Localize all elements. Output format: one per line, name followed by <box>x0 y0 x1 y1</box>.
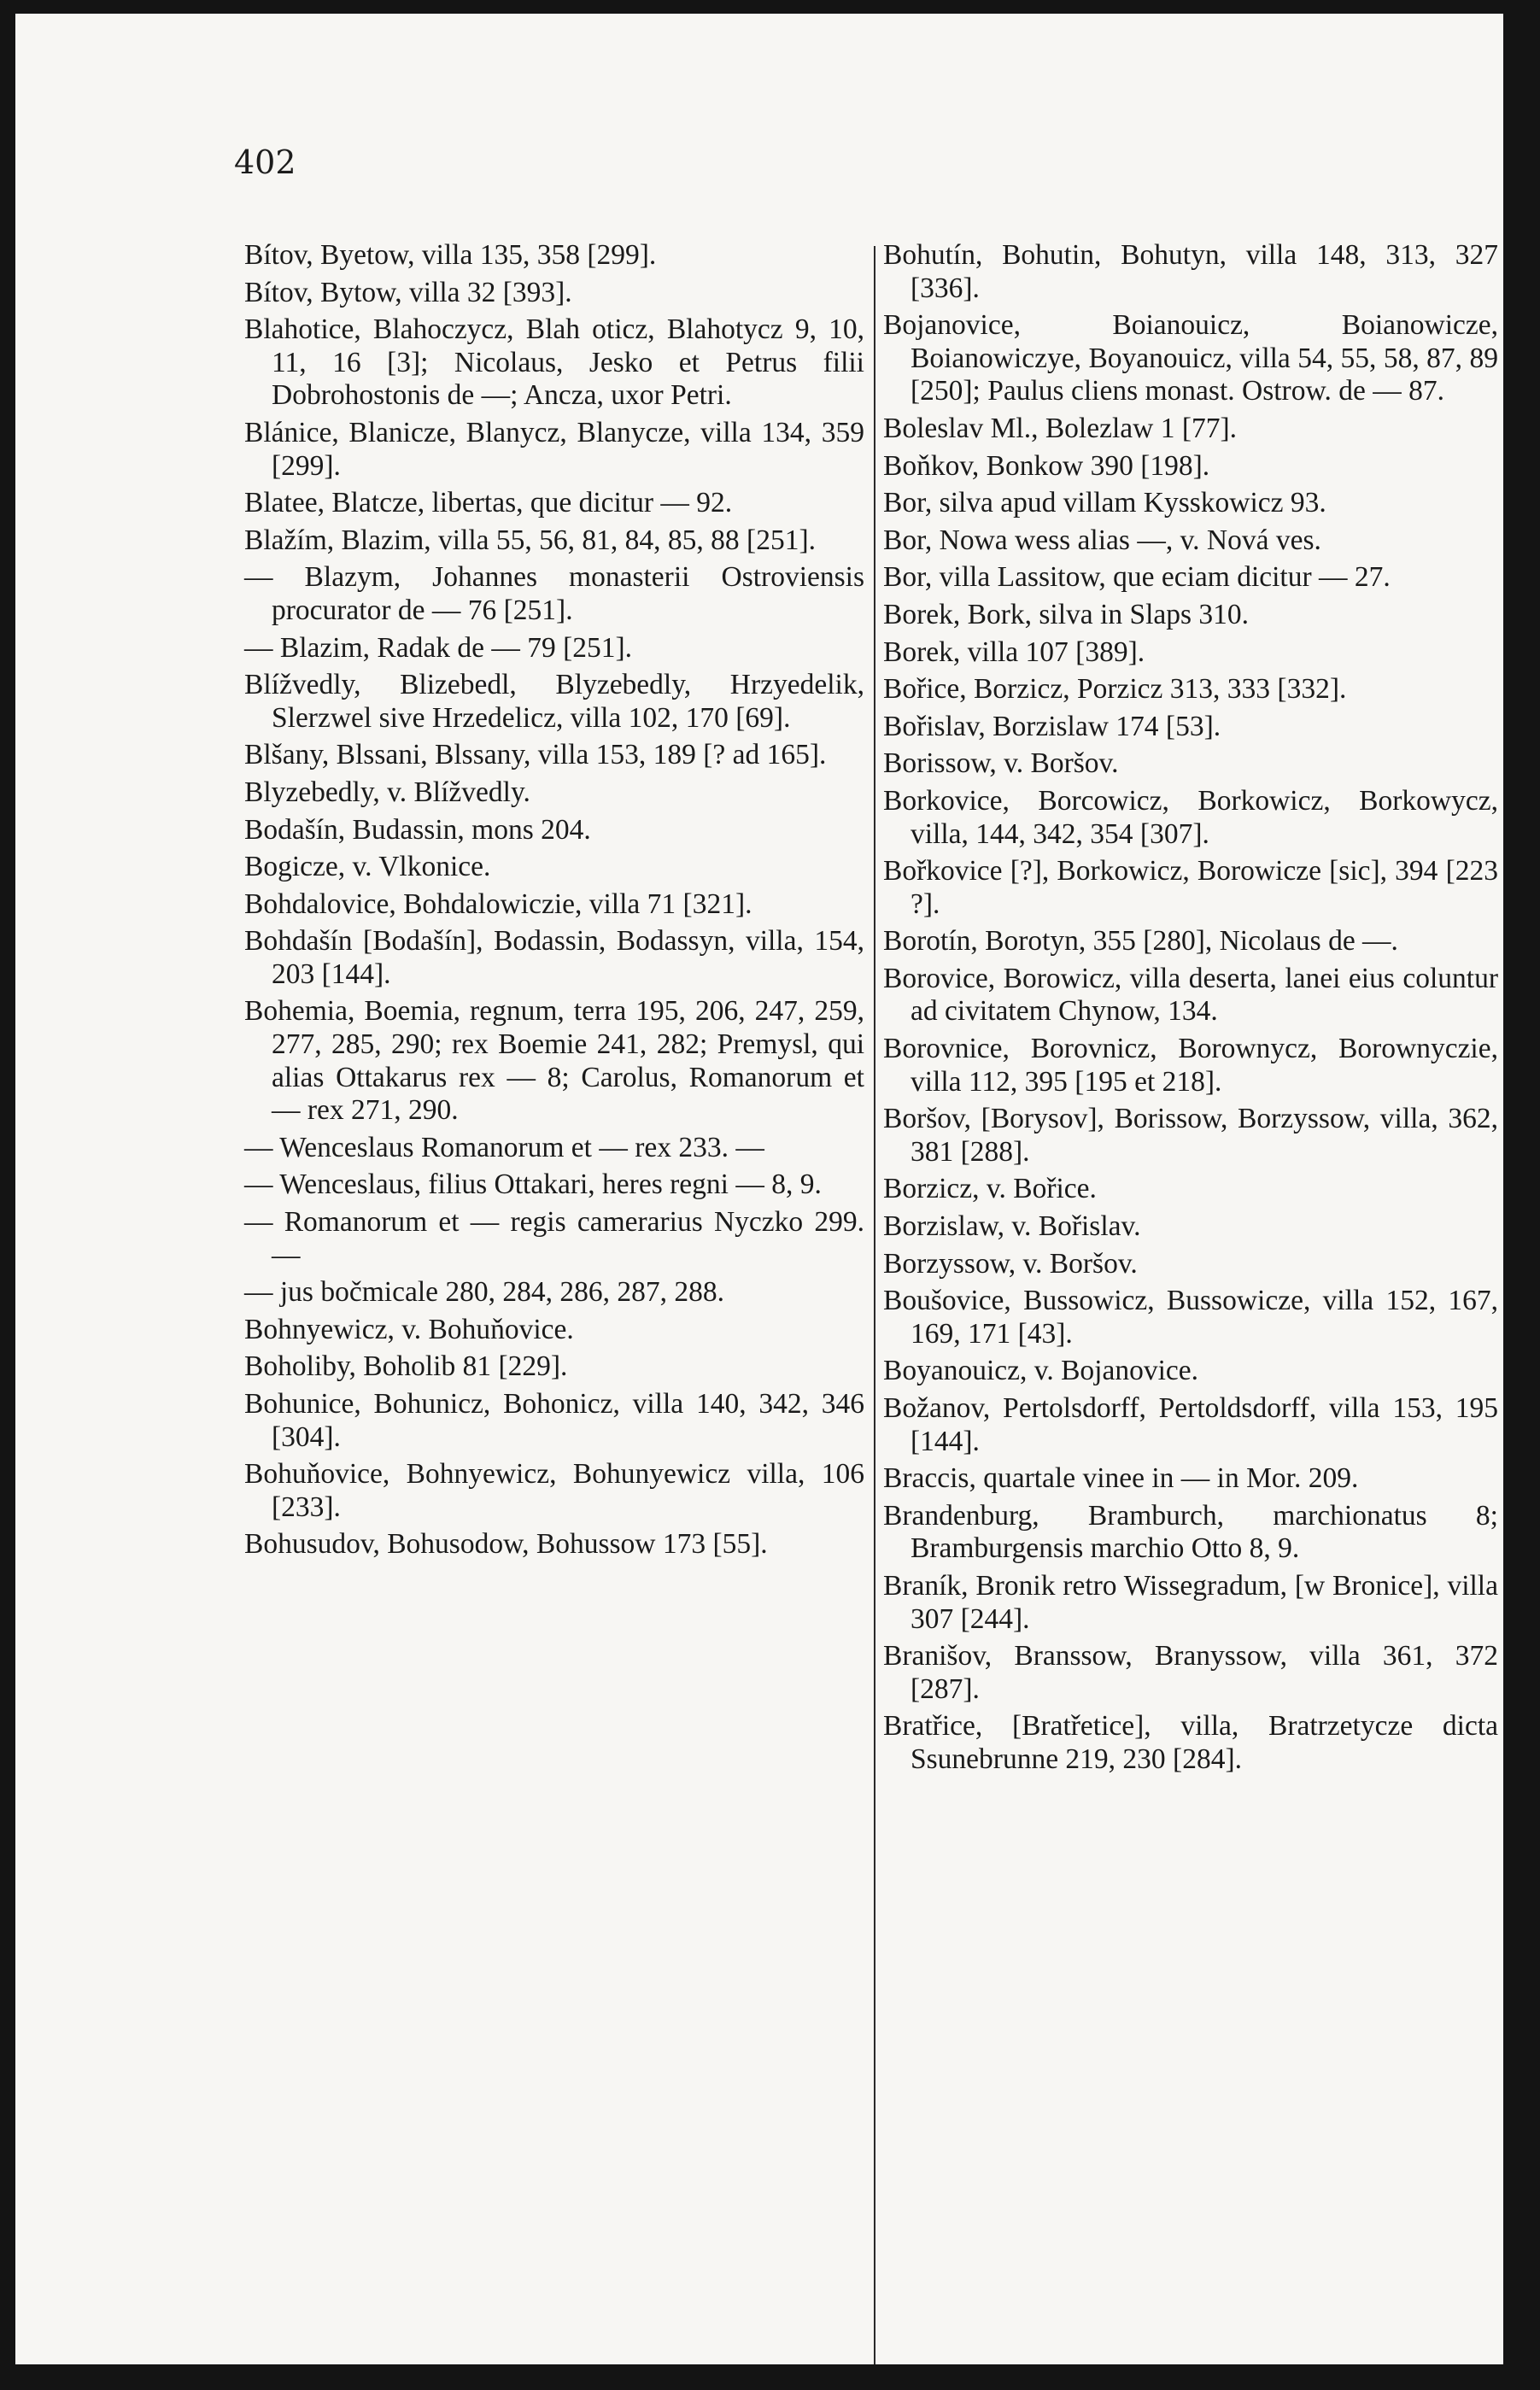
index-entry: Bohusudov, Bohusodow, Bohussow 173 [55]. <box>244 1528 768 1561</box>
index-entry: Bodašín, Budassin, mons 204. <box>244 813 591 846</box>
index-entry: Borotín, Borotyn, 355 [280], Nicolaus de —. <box>883 925 1398 958</box>
index-entry: Boušovice, Bussowicz, Bussowicze, villa 152, 167, 169, 171 [43]. <box>883 1285 1498 1350</box>
index-entry: Bor, Nowa wess alias —, v. Nová ves. <box>883 524 1321 556</box>
index-entry: Bohunice, Bohunicz, Bohonicz, villa 140, 342, 346 [304]. <box>244 1388 864 1453</box>
index-entry: Bořice, Borzicz, Porzicz 313, 333 [332]. <box>883 673 1347 706</box>
index-entry: Bohdalovice, Bohdalowiczie, villa 71 [321]. <box>244 887 752 920</box>
index-entry: Bohemia, Boemia, regnum, terra 195, 206, 247, 259, 277, 285, 290; rex Boemie 241, 282; Premysl, qui alias Ottakarus rex — 8; Carolus, Romanorum et — rex 271, 290. <box>244 995 864 1127</box>
book-page <box>15 14 1503 2364</box>
index-entry: Borkovice, Borcowicz, Borkowicz, Borkowycz, villa, 144, 342, 354 [307]. <box>883 784 1498 850</box>
index-entry: Borzicz, v. Bořice. <box>883 1173 1097 1205</box>
index-entry: Borovice, Borowicz, villa deserta, lanei eius coluntur ad civitatem Chynow, 134. <box>883 962 1498 1028</box>
index-entry: Bítov, Bytow, villa 32 [393]. <box>244 276 572 308</box>
index-entry: Božanov, Pertolsdorff, Pertoldsdorff, villa 153, 195 [144]. <box>883 1392 1498 1457</box>
index-entry: Boholiby, Boholib 81 [229]. <box>244 1350 568 1383</box>
index-entry: Blyzebedly, v. Blížvedly. <box>244 776 530 808</box>
index-entry: Boyanouicz, v. Bojanovice. <box>883 1355 1199 1387</box>
index-entry: — Wenceslaus, filius Ottakari, heres regni — 8, 9. <box>244 1169 822 1201</box>
index-entry: Borek, Bork, silva in Slaps 310. <box>883 598 1250 630</box>
index-entry: Borek, villa 107 [389]. <box>883 636 1145 668</box>
index-entry: — Wenceslaus Romanorum et — rex 233. — <box>244 1131 764 1163</box>
index-entry: — Romanorum et — regis camerarius Nyczko 299. — <box>244 1206 864 1271</box>
index-column-left <box>244 239 864 1566</box>
index-entry: Braník, Bronik retro Wissegradum, [w Bronice], villa 307 [244]. <box>883 1569 1498 1635</box>
index-entry: Bor, silva apud villam Kysskowicz 93. <box>883 487 1326 519</box>
index-column-right <box>883 239 1498 1781</box>
index-entry: Borovnice, Borovnicz, Borownycz, Borownyczie, villa 112, 395 [195 et 218]. <box>883 1033 1498 1098</box>
index-entry: Blšany, Blssani, Blssany, villa 153, 189 [? ad 165]. <box>244 739 827 771</box>
index-entry: Borissow, v. Boršov. <box>883 747 1119 780</box>
index-entry: Braccis, quartale vinee in — in Mor. 209. <box>883 1462 1359 1495</box>
index-entry: Bohnyewicz, v. Bohuňovice. <box>244 1313 574 1345</box>
index-entry: Blížvedly, Blizebedl, Blyzebedly, Hrzyedelik, Slerzwel sive Hrzedelicz, villa 102, 170 [69]. <box>244 669 864 734</box>
index-entry: Bohuňovice, Bohnyewicz, Bohunyewicz villa, 106 [233]. <box>244 1458 864 1523</box>
index-entry: — Blazim, Radak de — 79 [251]. <box>244 631 633 664</box>
index-entry: Boleslav Ml., Bolezlaw 1 [77]. <box>883 412 1238 444</box>
index-entry: Blažím, Blazim, villa 55, 56, 81, 84, 85, 88 [251]. <box>244 524 816 556</box>
index-entry: Boňkov, Bonkow 390 [198]. <box>883 449 1210 482</box>
index-entry: Blahotice, Blahoczycz, Blah oticz, Blahotycz 9, 10, 11, 16 [3]; Nicolaus, Jesko et Petrus filii Dobrohostonis de —; Ancza, uxor Petri. <box>244 313 864 412</box>
index-entry: Blatee, Blatcze, libertas, que dicitur — 92. <box>244 487 733 519</box>
index-entry: Bořkovice [?], Borkowicz, Borowicze [sic], 394 [223 ?]. <box>883 855 1498 920</box>
index-entry: Borzyssow, v. Boršov. <box>883 1247 1138 1280</box>
index-entry: Bogicze, v. Vlkonice. <box>244 851 491 883</box>
column-divider <box>874 246 875 2364</box>
index-entry: Bítov, Byetow, villa 135, 358 [299]. <box>244 239 657 271</box>
page-number: 402 <box>234 144 296 181</box>
index-entry: Bořislav, Borzislaw 174 [53]. <box>883 710 1221 742</box>
index-entry: — jus bočmicale 280, 284, 286, 287, 288. <box>244 1276 724 1309</box>
index-entry: Branišov, Branssow, Branyssow, villa 361, 372 [287]. <box>883 1640 1498 1705</box>
index-entry: Blánice, Blanicze, Blanycz, Blanycze, villa 134, 359 [299]. <box>244 416 864 482</box>
index-entry: Bor, villa Lassitow, que eciam dicitur — 27. <box>883 561 1391 594</box>
index-entry: Brandenburg, Bramburch, marchionatus 8; Bramburgensis marchio Otto 8, 9. <box>883 1499 1498 1565</box>
index-entry: — Blazym, Johannes monasterii Ostroviensis procurator de — 76 [251]. <box>244 561 864 626</box>
index-entry: Boršov, [Borysov], Borissow, Borzyssow, villa, 362, 381 [288]. <box>883 1103 1498 1168</box>
index-entry: Borzislaw, v. Bořislav. <box>883 1210 1141 1243</box>
index-entry: Bohdašín [Bodašín], Bodassin, Bodassyn, villa, 154, 203 [144]. <box>244 925 864 990</box>
index-entry: Bojanovice, Boianouicz, Boianowicze, Boianowiczye, Boyanouicz, villa 54, 55, 58, 87, 89 [250]; Paulus cliens monast. Ostrow. de — 87. <box>883 309 1498 407</box>
index-entry: Bratřice, [Bratřetice], villa, Bratrzetycze dicta Ssunebrunne 219, 230 [284]. <box>883 1710 1498 1775</box>
index-entry: Bohutín, Bohutin, Bohutyn, villa 148, 313, 327 [336]. <box>883 239 1498 304</box>
